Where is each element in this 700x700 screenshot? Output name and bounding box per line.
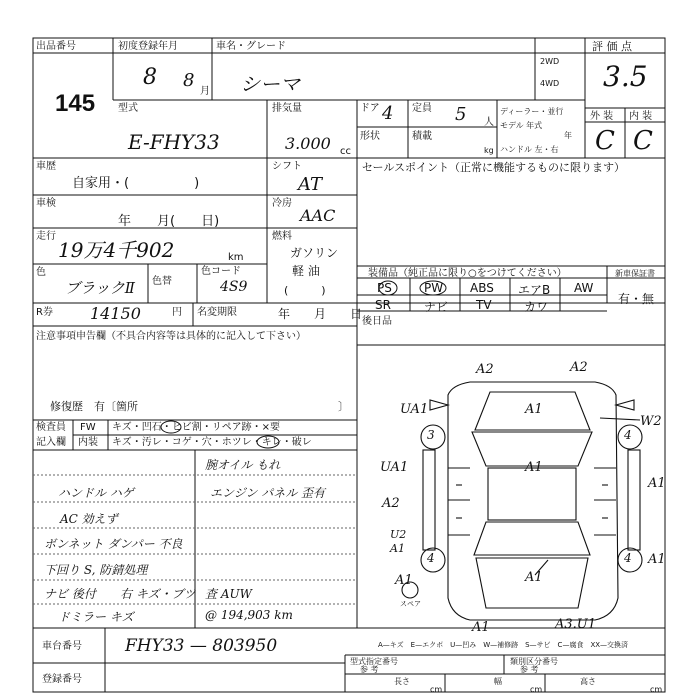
mark-wheel-fl: 3 — [427, 428, 435, 442]
inspection-label: 車検 — [36, 198, 56, 209]
mark-wheel-rr: 4 — [624, 551, 632, 565]
model-year-label: モデル 年式 — [500, 121, 543, 130]
mark-left-sill-a1: A1 — [390, 542, 405, 555]
ref-1: 参 考 — [360, 665, 379, 674]
color-label: 色 — [36, 267, 46, 278]
equip-abs: ABS — [470, 281, 494, 295]
chassis-value: FHY33 — 803950 — [125, 636, 278, 656]
lot-number: 145 — [55, 90, 96, 117]
remark-2: ハンドル ハゲ — [58, 486, 134, 500]
cm-3: cm — [650, 685, 663, 694]
deadline-value: 年 月 日 — [278, 307, 363, 321]
class-number-label: 類別区分番号 — [510, 657, 558, 666]
mark-rear-bumper-a3u1: A3.U1 — [555, 617, 597, 632]
remark-3: エンジン パネル 歪有 — [210, 486, 326, 500]
equip-ps: PS — [377, 281, 392, 295]
displacement-unit: cc — [340, 146, 351, 157]
mark-wheel-fr: 4 — [624, 428, 632, 442]
equip-tv: TV — [476, 298, 492, 312]
equip-aw: AW — [574, 281, 594, 295]
handle-label: ハンドル 左・右 — [500, 145, 559, 154]
inspector-label: 検査員 — [36, 422, 66, 433]
history-label: 車歴 — [36, 161, 56, 172]
doors-value: 4 — [382, 103, 394, 124]
name-grade-label: 車名・グレード — [216, 41, 286, 52]
width-label: 幅 — [494, 677, 502, 686]
exterior-label: 外 装 — [590, 111, 614, 122]
score: 3.5 — [603, 60, 648, 93]
doors-label: ドア — [360, 103, 380, 114]
repair-end: 〕 — [338, 400, 349, 413]
warranty-label: 新車保証書 — [615, 269, 655, 278]
interior-items: キズ・汚レ・コゲ・穴・ホツレ・キレ・破レ — [112, 437, 312, 448]
exterior-value: C — [595, 126, 615, 156]
remark-5: ボンネット ダンパー 不良 — [44, 537, 183, 551]
repair-label: 修復歴 有〔箇所 — [50, 400, 138, 413]
equipment-label: 装備品（純正品に限り○をつけてください） — [368, 268, 567, 279]
equip-airbag: エアB — [518, 283, 551, 297]
fw-items: キズ・凹石・ヒビ割・リペア跡・×要 — [112, 422, 280, 433]
displacement-label: 排気量 — [272, 103, 302, 114]
equip-pw: PW — [424, 281, 444, 295]
damage-legend: A—キズ E—エクボ U—凹み W—補修跡 S—サビ C—腐食 XX—交換済 — [378, 641, 629, 649]
fuel-paren: ( ) — [284, 284, 326, 297]
mark-left-door-ua1: UA1 — [380, 460, 409, 475]
sales-label: セールスポイント（正常に機能するものに限ります） — [362, 161, 626, 174]
shift-label: シフト — [272, 161, 302, 172]
interior-circle — [253, 435, 283, 449]
rear-seat-label: 後日品 — [362, 316, 392, 327]
mark-rear-left-a1: A1 — [395, 573, 413, 588]
month-unit: 月 — [200, 86, 210, 97]
fuel-option: 軽 油 — [292, 264, 320, 278]
warranty-value: 有・無 — [618, 292, 655, 306]
color-code-value: 4S9 — [220, 279, 248, 295]
lot-label: 出品番号 — [36, 41, 76, 52]
mark-front-left-a2: A2 — [476, 362, 494, 377]
entry-label: 記入欄 — [36, 437, 66, 448]
history-value: 自家用・( ) — [72, 176, 200, 191]
drive-4wd: 4WD — [540, 79, 560, 88]
mileage-label: 走行 — [36, 231, 56, 242]
first-reg-month: 8 — [183, 70, 195, 91]
equip-navi: ナビ — [424, 300, 449, 314]
capacity-unit: 人 — [484, 117, 494, 128]
equip-leather: カワ — [524, 300, 549, 314]
equip-ps-circle — [372, 280, 398, 296]
type-designation-label: 型式指定番号 — [350, 657, 398, 666]
notes-label: 注意事項申告欄（不具合内容等は具体的に記入して下さい） — [36, 331, 306, 342]
ac-value: AAC — [300, 206, 336, 225]
mileage-unit: km — [228, 252, 244, 263]
first-reg-year: 8 — [143, 65, 157, 90]
height-label: 高さ — [580, 677, 596, 686]
ref-2: 参 考 — [520, 665, 539, 674]
mark-front-right-a2: A2 — [570, 360, 588, 375]
load-label: 積載 — [412, 131, 432, 142]
capacity-value: 5 — [455, 104, 467, 125]
length-label: 長さ — [394, 677, 410, 686]
shape-label: 形状 — [360, 131, 380, 142]
inspection-value: 年 月( 日) — [118, 214, 220, 229]
remark-7: ナビ 後付 — [44, 587, 96, 601]
interior-value: C — [633, 126, 653, 156]
mark-left-mirror-ua1: UA1 — [400, 402, 429, 417]
mark-right-door-a1: A1 — [648, 476, 666, 491]
load-unit: kg — [484, 146, 494, 155]
mark-hood-a1: A1 — [525, 402, 543, 417]
car-diagram — [402, 382, 642, 620]
mileage-value: 19万4千902 — [58, 238, 175, 262]
evaluation-label: 評 価 点 — [592, 40, 632, 53]
color-change-label: 色替 — [152, 276, 172, 287]
mark-right-mirror-w2: W2 — [640, 414, 662, 429]
mark-right-rear-a1: A1 — [648, 552, 666, 567]
remark-4: AC 効えず — [60, 512, 118, 526]
capacity-label: 定員 — [412, 103, 432, 114]
fuel-value: ガソリン — [290, 246, 339, 260]
color-code-label: 色コード — [201, 266, 241, 277]
r-label: R券 — [36, 307, 53, 318]
deadline-label: 名変期限 — [197, 307, 237, 318]
remark-6: 下回り S, 防錆処理 — [44, 563, 148, 577]
remark-8: 右 キズ・ブツ — [120, 587, 196, 601]
mark-windshield-a1: A1 — [525, 460, 543, 475]
dealer-label: ディーラー・並行 — [500, 107, 564, 116]
displacement-value: 3.000 — [285, 134, 331, 153]
shift-value: AT — [298, 174, 323, 195]
cm-1: cm — [430, 685, 443, 694]
fuel-label: 燃料 — [272, 231, 292, 242]
mark-wheel-rl: 4 — [427, 551, 435, 565]
mark-rear-bumper-a1: A1 — [472, 620, 490, 635]
model-label: 型式 — [118, 103, 138, 114]
interior-tag: 内装 — [78, 437, 98, 448]
remark-11: @ 194,903 km — [205, 608, 293, 622]
model-value: E-FHY33 — [128, 130, 220, 154]
reg-label: 登録番号 — [42, 674, 82, 685]
r-value: 14150 — [90, 304, 141, 323]
color-value: ブラックⅡ — [65, 279, 135, 297]
remark-10: ドミラー キズ — [58, 610, 134, 624]
year-unit: 年 — [564, 131, 572, 140]
r-unit: 円 — [172, 307, 182, 318]
ac-label: 冷房 — [272, 198, 292, 209]
drive-2wd: 2WD — [540, 57, 560, 66]
spare-label: スペア — [400, 600, 421, 608]
cm-2: cm — [530, 685, 543, 694]
interior-label: 内 装 — [629, 111, 653, 122]
fw-circle — [156, 420, 186, 434]
mark-left-sill-u2: U2 — [390, 528, 407, 541]
mark-left-rear-door-a2: A2 — [382, 496, 400, 511]
fw-label: FW — [80, 422, 96, 433]
remark-9: 査 AUW — [205, 587, 252, 601]
remark-1: 腕オイル もれ — [205, 458, 281, 472]
car-name: シーマ — [240, 72, 300, 96]
equip-pw-circle — [418, 280, 448, 296]
mark-trunk-a1: A1 — [525, 570, 543, 585]
first-reg-label: 初度登録年月 — [118, 41, 178, 52]
equip-sr: SR — [375, 298, 391, 312]
chassis-label: 車台番号 — [42, 641, 82, 652]
